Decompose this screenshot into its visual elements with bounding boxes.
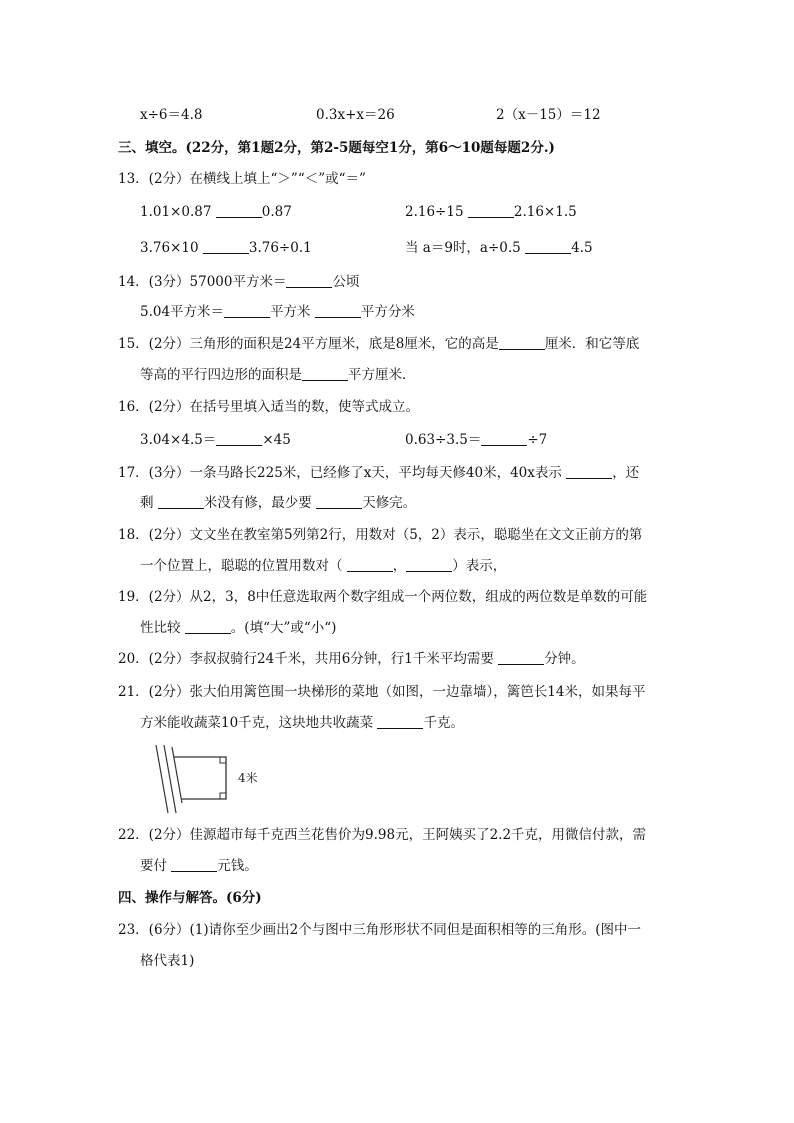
- q21-line2-post: 千克。: [423, 715, 464, 731]
- q16-a-blank[interactable]: [216, 431, 262, 446]
- q14-line-1: [118, 273, 359, 291]
- q21-line-2: [140, 714, 464, 732]
- q15-line2-post: 平方厘米．: [348, 367, 416, 383]
- q22-line2-post: 元钱。: [217, 858, 258, 874]
- q22-line2-pre: 要付: [140, 858, 167, 874]
- q13-c-blank[interactable]: [203, 239, 249, 254]
- q13-stem: 13．(2分）在横线上填上“＞”“＜”或“＝”: [118, 171, 366, 187]
- q18-line-2: [140, 557, 506, 575]
- q21-line-1: 21．(2分）张大伯用篱笆围一块梯形的菜地（如图，一边靠墙），篱笆长14米，如果每平: [118, 684, 646, 700]
- q23-line-2: 格代表1): [140, 953, 195, 969]
- q13-a: [140, 203, 292, 221]
- q16-a: [140, 431, 291, 449]
- section-4-heading: 四、操作与解答。(6分): [118, 890, 262, 906]
- height-label: 4米: [238, 771, 258, 785]
- q20-line: [118, 650, 585, 668]
- q16-b-left: 0.63÷3.5＝: [405, 432, 482, 448]
- right-angle-mark-bottom: [220, 793, 226, 799]
- q14-blank-2[interactable]: [224, 303, 270, 318]
- q19-line2-post: 。(填“大”或“小“): [230, 620, 337, 636]
- q23-line-1: 23．(6分）(1)请你至少画出2个与图中三角形形状不同但是面积相等的三角形。(图中一: [118, 922, 642, 938]
- equation-2: 0.3x+x＝26: [316, 107, 395, 123]
- q18-line2-mid: ，: [392, 558, 407, 574]
- equation-3: 2（x－15）＝12: [496, 107, 601, 123]
- q13-a-left: 1.01×0.87: [140, 204, 212, 220]
- section-3-heading: 三、填空。(22分，第1题2分，第2-5题每空1分，第6～10题每题2分.): [118, 140, 555, 156]
- q14-line2-mid: 平方米: [270, 304, 311, 320]
- q19-line2-pre: 性比较: [140, 620, 181, 636]
- q19-line-2: [140, 619, 336, 637]
- q14-line-2: [140, 303, 415, 321]
- q15-blank-2[interactable]: [302, 366, 348, 381]
- right-angle-mark-top: [220, 757, 226, 763]
- q13-b-blank[interactable]: [468, 203, 514, 218]
- trapezoid-garden-figure: [150, 745, 280, 815]
- q20-pre: 20．(2分）李叔叔骑行24千米，共用6分钟，行1千米平均需要: [118, 651, 494, 667]
- q15-line1-pre: 15．(2分）三角形的面积是24平方厘米，底是8厘米，它的高是: [118, 336, 499, 352]
- q18-blank-2[interactable]: [406, 557, 452, 572]
- q13-c-left: 3.76×10: [140, 240, 199, 256]
- q17-blank-2[interactable]: [158, 494, 204, 509]
- q15-line1-post: 厘米．和它等底: [544, 336, 640, 352]
- q17-line-2: [140, 494, 416, 512]
- q17-blank-1[interactable]: [566, 464, 612, 479]
- q17-line1-post: ，还: [612, 465, 640, 481]
- q19-line-1: 19．(2分）从2，3，8中任意选取两个数字组成一个两位数，组成的两位数是单数的可能: [118, 589, 648, 605]
- q17-line-1: [118, 464, 639, 482]
- q13-c: [140, 239, 312, 257]
- q22-blank[interactable]: [171, 857, 217, 872]
- q17-blank-3[interactable]: [316, 494, 362, 509]
- q15-line-2: [140, 366, 416, 384]
- q15-line2-pre: 等高的平行四边形的面积是: [140, 367, 302, 383]
- q17-line2-pre: 剩: [140, 495, 154, 511]
- fence-outline: [174, 757, 226, 799]
- q13-d: [405, 239, 593, 257]
- q14-stem-pre: 14．(3分）57000平方米＝: [118, 274, 287, 290]
- q15-blank-1[interactable]: [499, 335, 545, 350]
- q13-b: [405, 203, 577, 221]
- q13-d-left: 当 a＝9时，a÷0.5: [405, 240, 521, 256]
- q18-line2-pre: 一个位置上，聪聪的位置用数对（: [140, 558, 343, 574]
- q16-b-right: ÷7: [527, 432, 548, 448]
- q13-b-right: 2.16×1.5: [513, 204, 577, 220]
- q16-b: [405, 431, 547, 449]
- q16-a-right: ×45: [262, 432, 291, 448]
- q16-b-blank[interactable]: [481, 431, 527, 446]
- q14-blank-3[interactable]: [315, 303, 361, 318]
- q17-line2-mid: 米没有修，最少要: [203, 495, 312, 511]
- q14-line2-post: 平方分米: [360, 304, 415, 320]
- q15-line-1: [118, 335, 639, 353]
- q22-line-1: 22．(2分）佳源超市每千克西兰花售价为9.98元，王阿姨买了2.2千克，用微信付款，需: [118, 827, 647, 843]
- q17-line1-pre: 17．(3分）一条马路长225米，已经修了x天，平均每天修40米，40x表示: [118, 465, 562, 481]
- q18-line-1: 18．(2分）文文坐在教室第5列第2行，用数对（5，2）表示，聪聪坐在文文正前方的第: [118, 527, 643, 543]
- q13-a-blank[interactable]: [216, 203, 262, 218]
- q14-stem-post: 公顷: [332, 274, 360, 290]
- equation-1: x÷6＝4.8: [140, 107, 203, 123]
- q18-line2-post: ）表示，: [452, 558, 507, 574]
- q13-a-right: 0.87: [261, 204, 292, 220]
- q22-line-2: [140, 857, 258, 875]
- q14-blank-1[interactable]: [286, 273, 332, 288]
- q20-blank[interactable]: [498, 650, 544, 665]
- q21-blank[interactable]: [377, 714, 423, 729]
- q13-c-right: 3.76÷0.1: [248, 240, 312, 256]
- q16-a-left: 3.04×4.5＝: [140, 432, 217, 448]
- q17-line2-post: 天修完。: [362, 495, 417, 511]
- q20-post: 分钟。: [544, 651, 585, 667]
- q13-d-blank[interactable]: [525, 239, 571, 254]
- q13-d-right: 4.5: [571, 240, 593, 256]
- q14-line2-pre: 5.04平方米＝: [140, 304, 225, 320]
- q19-blank[interactable]: [185, 619, 231, 634]
- wall-line-3: [172, 747, 182, 803]
- q16-stem: 16．(2分）在括号里填入适当的数，使等式成立。: [118, 399, 420, 415]
- q13-b-left: 2.16÷15: [405, 204, 464, 220]
- q21-line2-pre: 方米能收蔬菜10千克，这块地共收蔬菜: [140, 715, 374, 731]
- q18-blank-1[interactable]: [347, 557, 393, 572]
